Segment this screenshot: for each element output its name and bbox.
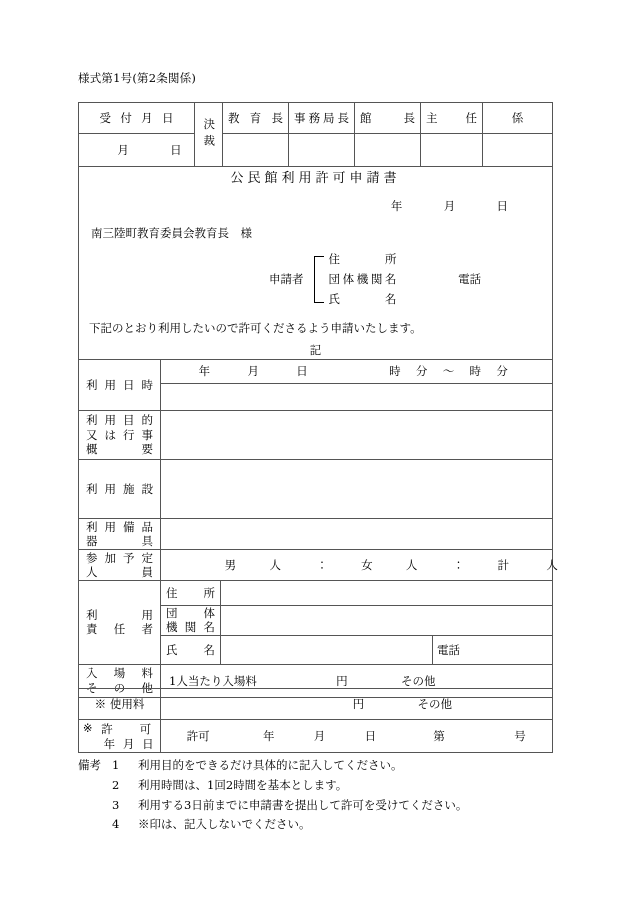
remarks-item — [78, 815, 578, 835]
dt-hour1: 時 — [389, 364, 401, 379]
responsible-tel-cell[interactable] — [433, 635, 553, 664]
remarks-spacer — [78, 796, 112, 816]
addressee: 南三陸町教育委員会教育長 様 — [91, 225, 252, 240]
permit-input[interactable] — [161, 720, 553, 753]
seal-cell-kyoikucho[interactable] — [223, 134, 289, 167]
responsible-tel-label: 電話 — [437, 642, 460, 657]
approval-routing-table — [78, 102, 553, 167]
dt-year: 年 — [198, 364, 211, 379]
remarks-text: ※印は、記入しないでください。 — [138, 817, 311, 832]
applicant-name-row[interactable] — [329, 290, 482, 310]
attendance-sep-2: ： — [452, 557, 465, 572]
table-row — [79, 360, 553, 384]
permit-year: 年 — [262, 728, 275, 743]
fee-other: その他 — [417, 696, 452, 711]
date-year: 年 — [390, 199, 403, 214]
permit-no-prefix: 第 — [433, 728, 445, 743]
remarks-number: 3 — [112, 797, 120, 812]
officer-header-shunin: 主任 — [421, 103, 483, 134]
seal-cell-kancho[interactable] — [355, 134, 421, 167]
ki-mark: 記 — [309, 342, 322, 357]
use-datetime-input[interactable] — [161, 384, 553, 411]
responsible-name-input[interactable] — [221, 635, 433, 664]
equipment-input[interactable] — [161, 519, 553, 550]
seal-cell-shunin[interactable] — [421, 134, 483, 167]
table-row — [79, 720, 553, 753]
officer-header-jimukyokucho: 事務局長 — [289, 103, 355, 134]
kessai-vertical-wrap: 決裁 — [202, 118, 217, 151]
table-row — [79, 411, 553, 460]
responsible-address-input[interactable] — [221, 581, 553, 606]
applicant-block — [79, 250, 552, 309]
permit-no-suffix: 号 — [514, 728, 526, 743]
facility-input[interactable] — [161, 460, 553, 519]
permit-date-label — [79, 720, 161, 753]
remarks-number: 4 — [112, 817, 120, 832]
dt-tilde: ～ — [442, 364, 455, 379]
official-use-table — [78, 688, 553, 753]
date-day: 日 — [496, 199, 509, 214]
form-number: 様式第1号(第2条関係) — [78, 71, 197, 85]
applicant-address-label: 住 所 — [328, 252, 397, 266]
responsible-label: 利 用 責 任 者 — [79, 581, 161, 665]
dt-min1: 分 — [415, 364, 428, 379]
remarks-spacer — [78, 776, 112, 796]
dt-min2: 分 — [496, 364, 508, 379]
applicant-fields — [329, 250, 482, 309]
officer-header-kyoikucho: 教育長 — [223, 103, 289, 134]
use-datetime-template-text — [161, 364, 552, 378]
fee-template-text — [161, 697, 552, 711]
admission-other: その他 — [400, 673, 436, 688]
purpose-input[interactable] — [161, 411, 553, 460]
table-row — [79, 103, 553, 134]
admission-yen: 円 — [336, 673, 348, 688]
receipt-date-label: 受付月日 — [79, 103, 195, 134]
applicant-org-row[interactable] — [329, 270, 482, 290]
admission-template-text — [161, 674, 552, 688]
permit-month: 月 — [313, 728, 326, 743]
table-row — [79, 460, 553, 519]
applicant-brace-icon — [314, 250, 325, 309]
dt-day: 日 — [296, 364, 308, 379]
seal-cell-jimukyokucho[interactable] — [289, 134, 355, 167]
dt-hour2: 時 — [469, 364, 482, 379]
use-datetime-label: 利用日時 — [79, 360, 161, 411]
permit-mark: ※ — [82, 720, 93, 735]
page-title: 公民館利用許可申請書 — [230, 171, 401, 186]
applicant-name-label: 氏 名 — [328, 291, 397, 306]
attendance-male-unit: 人 — [269, 557, 281, 572]
receipt-day: 日 — [170, 142, 182, 157]
remarks-item — [78, 756, 578, 776]
attendance-total-label: 計 — [497, 557, 510, 572]
table-row — [79, 519, 553, 550]
responsible-name-label: 氏 名 — [161, 635, 221, 664]
applicant-label: 申請者 — [269, 272, 304, 287]
date-month: 月 — [443, 199, 456, 214]
receipt-date-value[interactable] — [79, 134, 195, 167]
remarks-item — [78, 776, 578, 796]
fee-yen: 円 — [352, 696, 365, 711]
responsible-org-input[interactable] — [221, 606, 553, 636]
admission-label: 入 場 料 そ の 他 — [79, 664, 161, 697]
application-statement: 下記のとおり利用したいので許可くださるよう申請いたします。 — [89, 321, 422, 336]
table-row — [79, 689, 553, 720]
officer-header-kancho: 館長 — [355, 103, 421, 134]
remarks-number: 1 — [112, 758, 120, 772]
heading-block — [79, 167, 553, 360]
application-body-table — [78, 166, 558, 698]
attendance-sep-1: ： — [316, 557, 328, 572]
permit-day: 日 — [364, 728, 377, 743]
attendance-template-text — [161, 557, 558, 572]
remarks-item — [78, 796, 578, 816]
attendance-input[interactable] — [161, 550, 558, 581]
kessai-label — [195, 103, 223, 167]
remarks-number: 2 — [112, 777, 120, 792]
use-datetime-template[interactable] — [161, 360, 553, 384]
attendance-female-label: 女 — [361, 557, 373, 572]
remarks-spacer — [78, 815, 112, 835]
application-date[interactable] — [79, 199, 508, 213]
seal-cell-kakari[interactable] — [483, 134, 553, 167]
fee-label: ※ 使用料 — [79, 689, 161, 720]
permit-label-2: 年月日 — [103, 736, 154, 751]
applicant-tel-label: 電話 — [458, 271, 482, 286]
applicant-address-row[interactable] — [329, 250, 482, 270]
attendance-total-unit: 人 — [546, 557, 558, 572]
dt-month: 月 — [247, 364, 259, 379]
officer-header-kakari: 係 — [483, 103, 553, 134]
attendance-label: 参加予定 人 員 — [79, 550, 161, 581]
fee-input[interactable] — [161, 689, 553, 720]
receipt-month: 月 — [117, 142, 129, 157]
permit-template-text — [161, 729, 552, 743]
remarks-heading: 備考 — [78, 758, 101, 772]
responsible-org-label: 団 体 機関名 — [161, 606, 221, 636]
remarks-text: 利用目的をできるだけ具体的に記入してください。 — [138, 758, 403, 772]
facility-label: 利用施設 — [79, 460, 161, 519]
permit-text: 許可 — [186, 728, 210, 743]
remarks-section — [78, 756, 578, 835]
remarks-text: 利用時間は、1回2時間を基本とします。 — [138, 777, 348, 792]
purpose-label: 利用目的 又は行事 概 要 — [79, 411, 161, 460]
attendance-female-unit: 人 — [405, 557, 418, 572]
table-row — [79, 581, 553, 606]
admission-per-person-text: 1人当たり入場料 — [169, 673, 257, 688]
remarks-text: 利用する3日前までに申請書を提出して許可を受けてください。 — [138, 797, 468, 812]
permit-label-1: 許 可 — [101, 721, 152, 736]
table-row — [79, 134, 553, 167]
table-row — [79, 167, 553, 360]
attendance-male-label: 男 — [224, 557, 237, 572]
equipment-label: 利用備品 器 具 — [79, 519, 161, 550]
responsible-address-label: 住 所 — [161, 581, 221, 606]
applicant-org-label: 団体機関名 — [328, 271, 397, 286]
table-row — [79, 550, 553, 581]
